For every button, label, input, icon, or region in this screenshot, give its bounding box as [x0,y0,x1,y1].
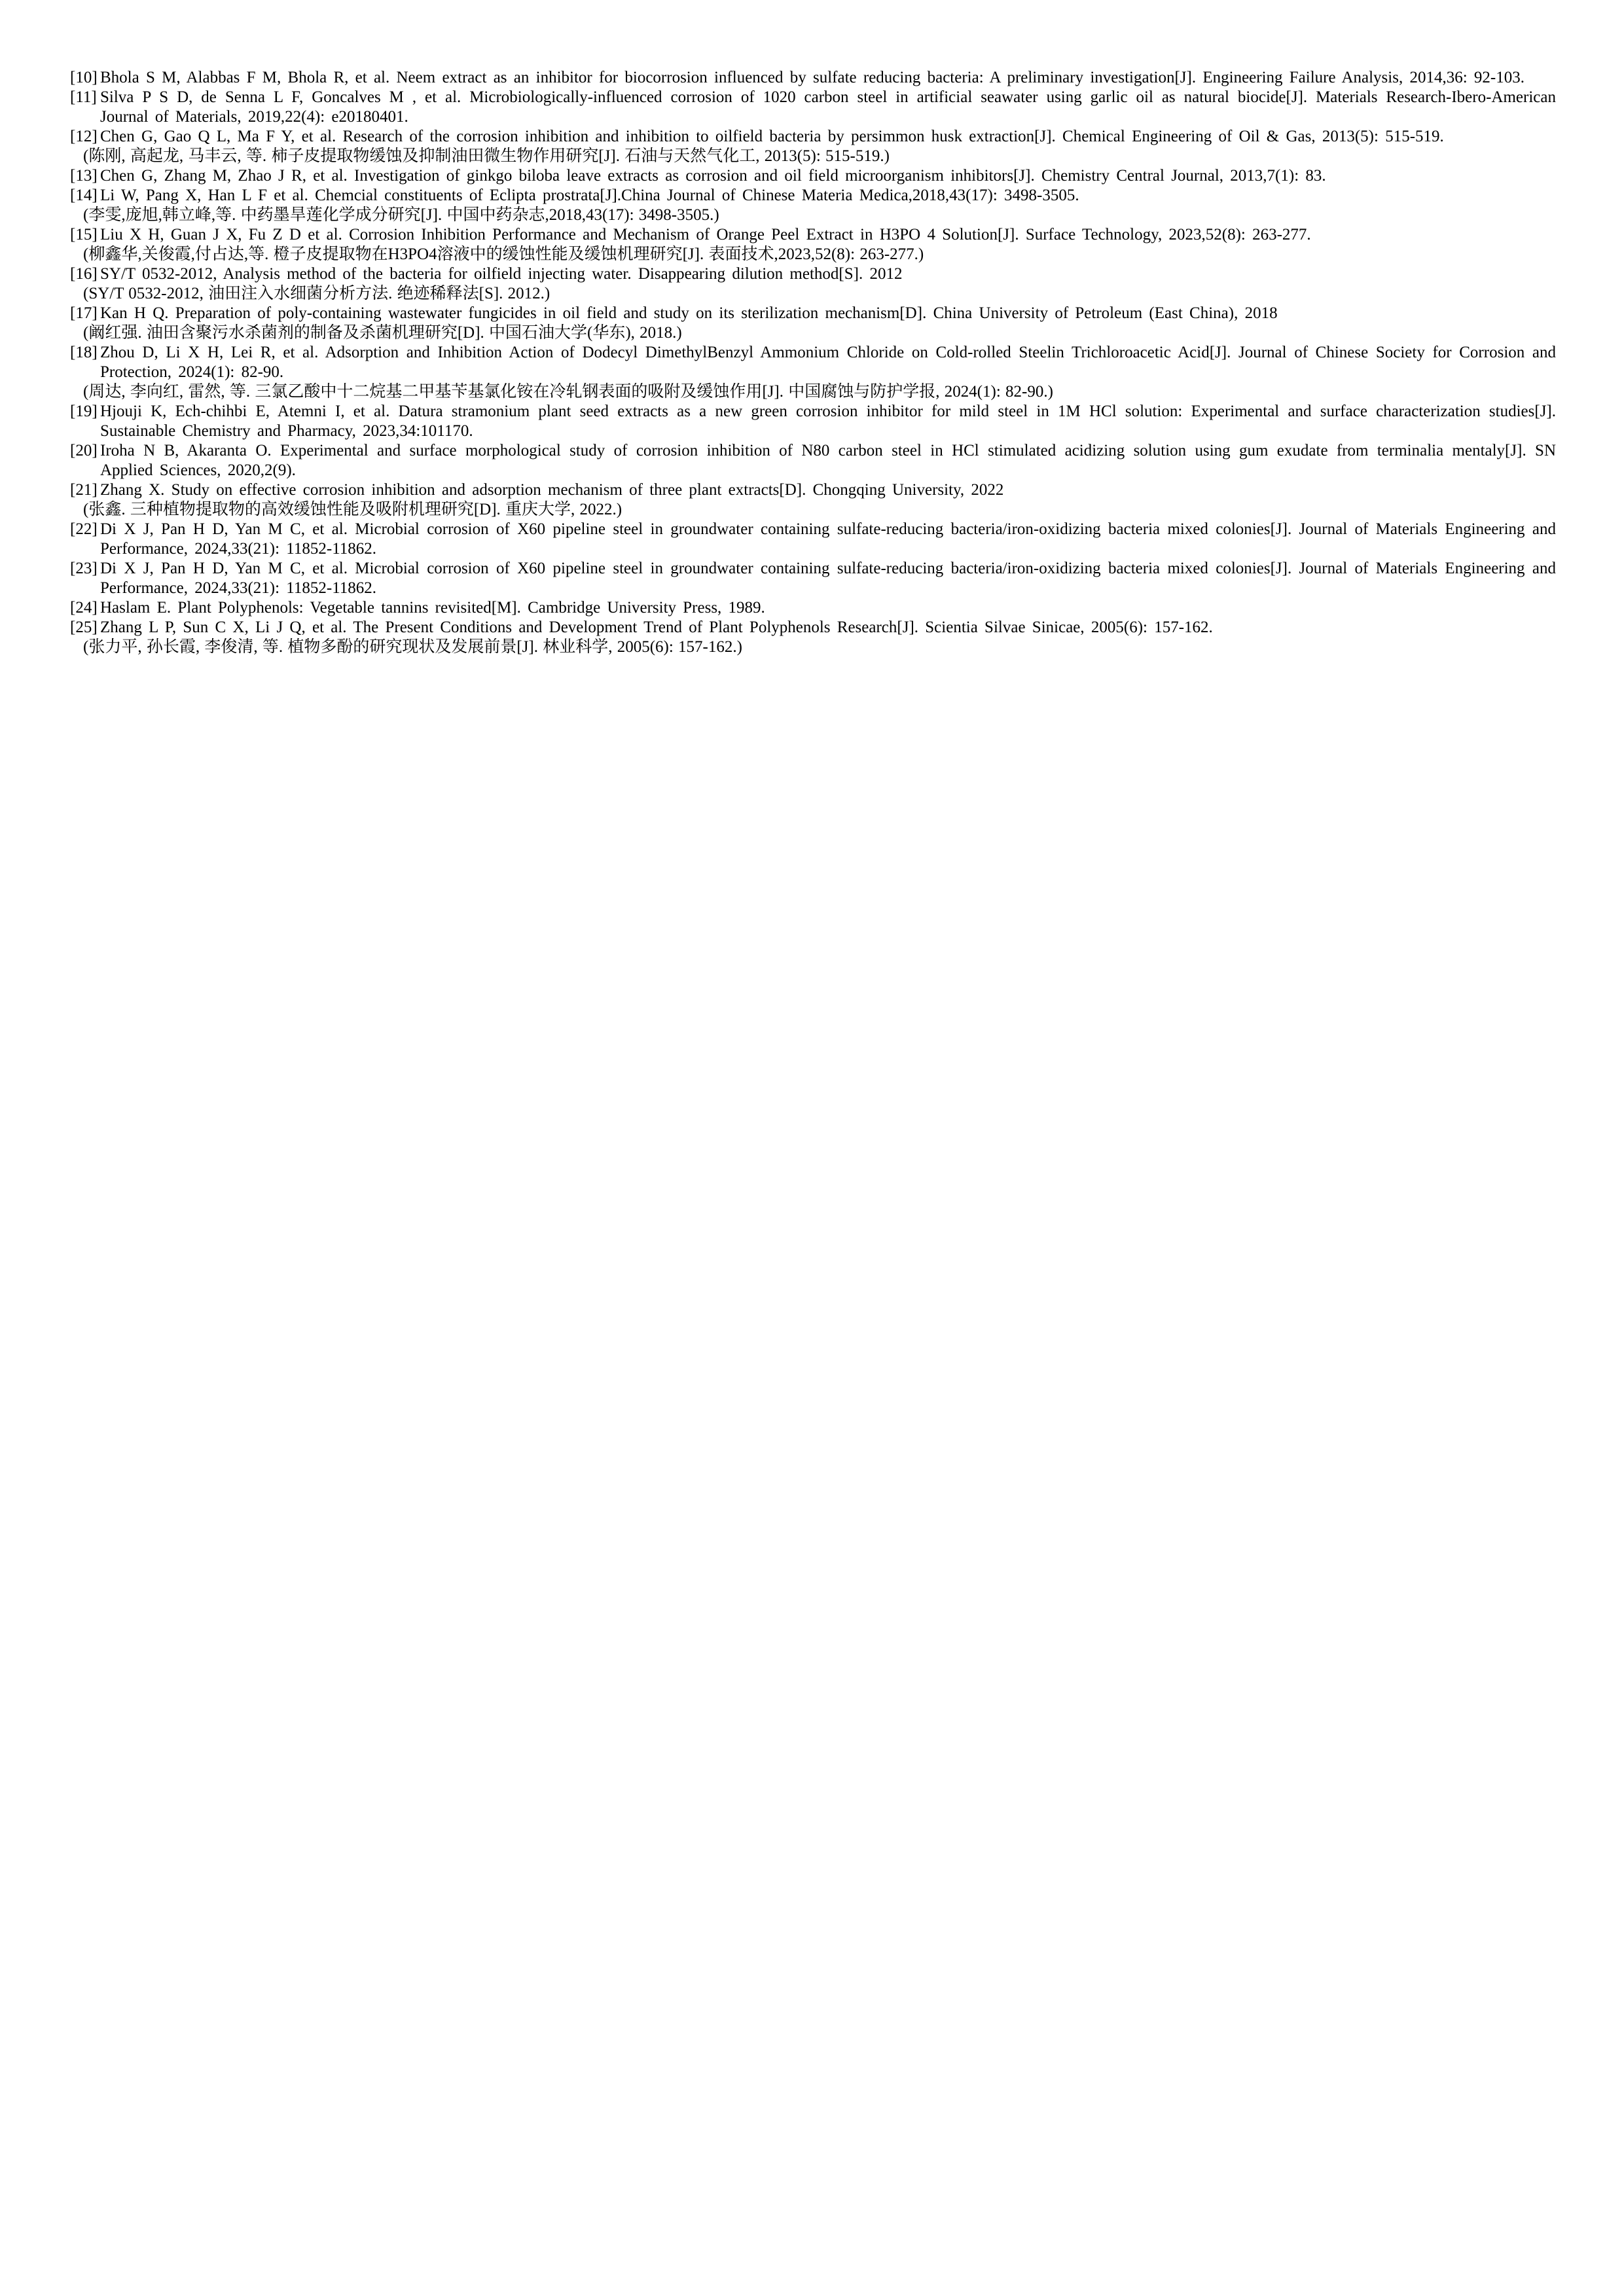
reference-item [70,559,1556,598]
reference-item [70,618,1556,657]
reference-number: [16] [70,265,98,283]
reference-text: Zhang X. Study on effective corrosion inhibition and adsorption mechanism of three plant extracts[D]. Chongqing University, 2022 [100,481,1004,499]
reference-number: [10] [70,69,98,86]
reference-translation: (周达, 李向红, 雷然, 等. 三氯乙酸中十二烷基二甲基苄基氯化铵在冷轧钢表面的吸附及缓蚀作用[J]. 中国腐蚀与防护学报, 2024(1): 82-90.) [83,383,1053,401]
reference-text: Chen G, Gao Q L, Ma F Y, et al. Research of the corrosion inhibition and inhibition to oilfield bacteria by persimmon husk extraction[J]. Chemical Engineering of Oil & Gas, 2013(5): 515-519. [100,128,1444,145]
reference-text: Kan H Q. Preparation of poly-containing wastewater fungicides in oil field and study on its sterilization mechanism[D]. China University of Petroleum (East China), 2018 [100,304,1278,322]
reference-item [70,598,1556,618]
reference-text: Haslam E. Plant Polyphenols: Vegetable tannins revisited[M]. Cambridge University Press, 1989. [100,599,765,617]
reference-number: [15] [70,226,98,243]
reference-translation: (李雯,庞旭,韩立峰,等. 中药墨旱莲化学成分研究[J]. 中国中药杂志,2018,43(17): 3498-3505.) [83,206,719,224]
reference-number: [21] [70,481,98,499]
reference-text: Li W, Pang X, Han L F et al. Chemcial constituents of Eclipta prostrata[J].China Journal of Chinese Materia Medica,2018,43(17): 3498-3505. [100,187,1079,204]
reference-number: [19] [70,403,98,420]
reference-number: [25] [70,619,98,636]
reference-item [70,225,1556,264]
reference-text: SY/T 0532-2012, Analysis method of the bacteria for oilfield injecting water. Disappearing dilution method[S]. 2012 [100,265,903,283]
reference-translation: (张鑫. 三种植物提取物的高效缓蚀性能及吸附机理研究[D]. 重庆大学, 2022.) [83,501,623,518]
reference-item [70,68,1556,88]
reference-number: [14] [70,187,98,204]
reference-text: Zhou D, Li X H, Lei R, et al. Adsorption and Inhibition Action of Dodecyl DimethylBenzyl Ammonium Chloride on Cold-rolled Steelin Trichloroacetic Acid[J]. Journal of Chinese Society for Corrosion and Protection, 2024(1): 82-90. [100,344,1556,381]
reference-item [70,186,1556,225]
reference-item [70,88,1556,127]
reference-text: Silva P S D, de Senna L F, Goncalves M , et al. Microbiologically-influenced corrosion of 1020 carbon steel in artificial seawater using garlic oil as natural biocide[J]. Materials Research-Ibero-American Journal of Materials, 2019,22(4): e20180401. [100,88,1556,126]
reference-item [70,127,1556,166]
reference-translation: (张力平, 孙长霞, 李俊清, 等. 植物多酚的研究现状及发展前景[J]. 林业科学, 2005(6): 157-162.) [83,638,742,656]
reference-number: [11] [70,88,97,106]
reference-number: [17] [70,304,98,322]
reference-item [70,480,1556,520]
reference-translation: (SY/T 0532-2012, 油田注入水细菌分析方法. 绝迹稀释法[S]. 2012.) [83,285,550,302]
reference-number: [24] [70,599,98,617]
references-section [70,68,1556,657]
reference-translation: (阚红强. 油田含聚污水杀菌剂的制备及杀菌机理研究[D]. 中国石油大学(华东), 2018.) [83,324,682,342]
reference-number: [12] [70,128,98,145]
reference-text: Di X J, Pan H D, Yan M C, et al. Microbial corrosion of X60 pipeline steel in groundwater containing sulfate-reducing bacteria/iron-oxidizing bacteria mixed colonies[J]. Journal of Materials Engineering and Performance, 2024,33(21): 11852-11862. [100,520,1556,558]
reference-translation: (陈刚, 高起龙, 马丰云, 等. 柿子皮提取物缓蚀及抑制油田微生物作用研究[J]. 石油与天然气化工, 2013(5): 515-519.) [83,147,890,165]
reference-item [70,520,1556,559]
reference-item [70,304,1556,343]
reference-number: [13] [70,167,98,185]
reference-list [70,68,1556,657]
reference-item [70,264,1556,304]
reference-text: Zhang L P, Sun C X, Li J Q, et al. The Present Conditions and Development Trend of Plant Polyphenols Research[J]. Scientia Silvae Sinicae, 2005(6): 157-162. [100,619,1213,636]
reference-text: Liu X H, Guan J X, Fu Z D et al. Corrosion Inhibition Performance and Mechanism of Orange Peel Extract in H3PO 4 Solution[J]. Surface Technology, 2023,52(8): 263-277. [100,226,1311,243]
reference-text: Hjouji K, Ech-chihbi E, Atemni I, et al. Datura stramonium plant seed extracts as a new green corrosion inhibitor for mild steel in 1M HCl solution: Experimental and surface characterization studies[J]. Sustainable Chemistry and Pharmacy, 2023,34:101170. [100,403,1556,440]
reference-text: Bhola S M, Alabbas F M, Bhola R, et al. Neem extract as an inhibitor for biocorrosion influenced by sulfate reducing bacteria: A preliminary investigation[J]. Engineering Failure Analysis, 2014,36: 92-103. [100,69,1525,86]
reference-item [70,166,1556,186]
reference-translation: (柳鑫华,关俊霞,付占达,等. 橙子皮提取物在H3PO4溶液中的缓蚀性能及缓蚀机理研究[J]. 表面技术,2023,52(8): 263-277.) [83,245,924,263]
reference-number: [18] [70,344,98,361]
reference-text: Di X J, Pan H D, Yan M C, et al. Microbial corrosion of X60 pipeline steel in groundwater containing sulfate-reducing bacteria/iron-oxidizing bacteria mixed colonies[J]. Journal of Materials Engineering and Performance, 2024,33(21): 11852-11862. [100,560,1556,597]
reference-text: Iroha N B, Akaranta O. Experimental and surface morphological study of corrosion inhibition of N80 carbon steel in HCl stimulated acidizing solution using gum exudate from terminalia mentaly[J]. SN Applied Sciences, 2020,2(9). [100,442,1556,479]
reference-item [70,402,1556,441]
reference-item [70,441,1556,480]
reference-number: [23] [70,560,98,577]
reference-item [70,343,1556,402]
reference-text: Chen G, Zhang M, Zhao J R, et al. Investigation of ginkgo biloba leave extracts as corrosion and oil field microorganism inhibitors[J]. Chemistry Central Journal, 2013,7(1): 83. [100,167,1326,185]
reference-number: [22] [70,520,98,538]
reference-number: [20] [70,442,98,459]
